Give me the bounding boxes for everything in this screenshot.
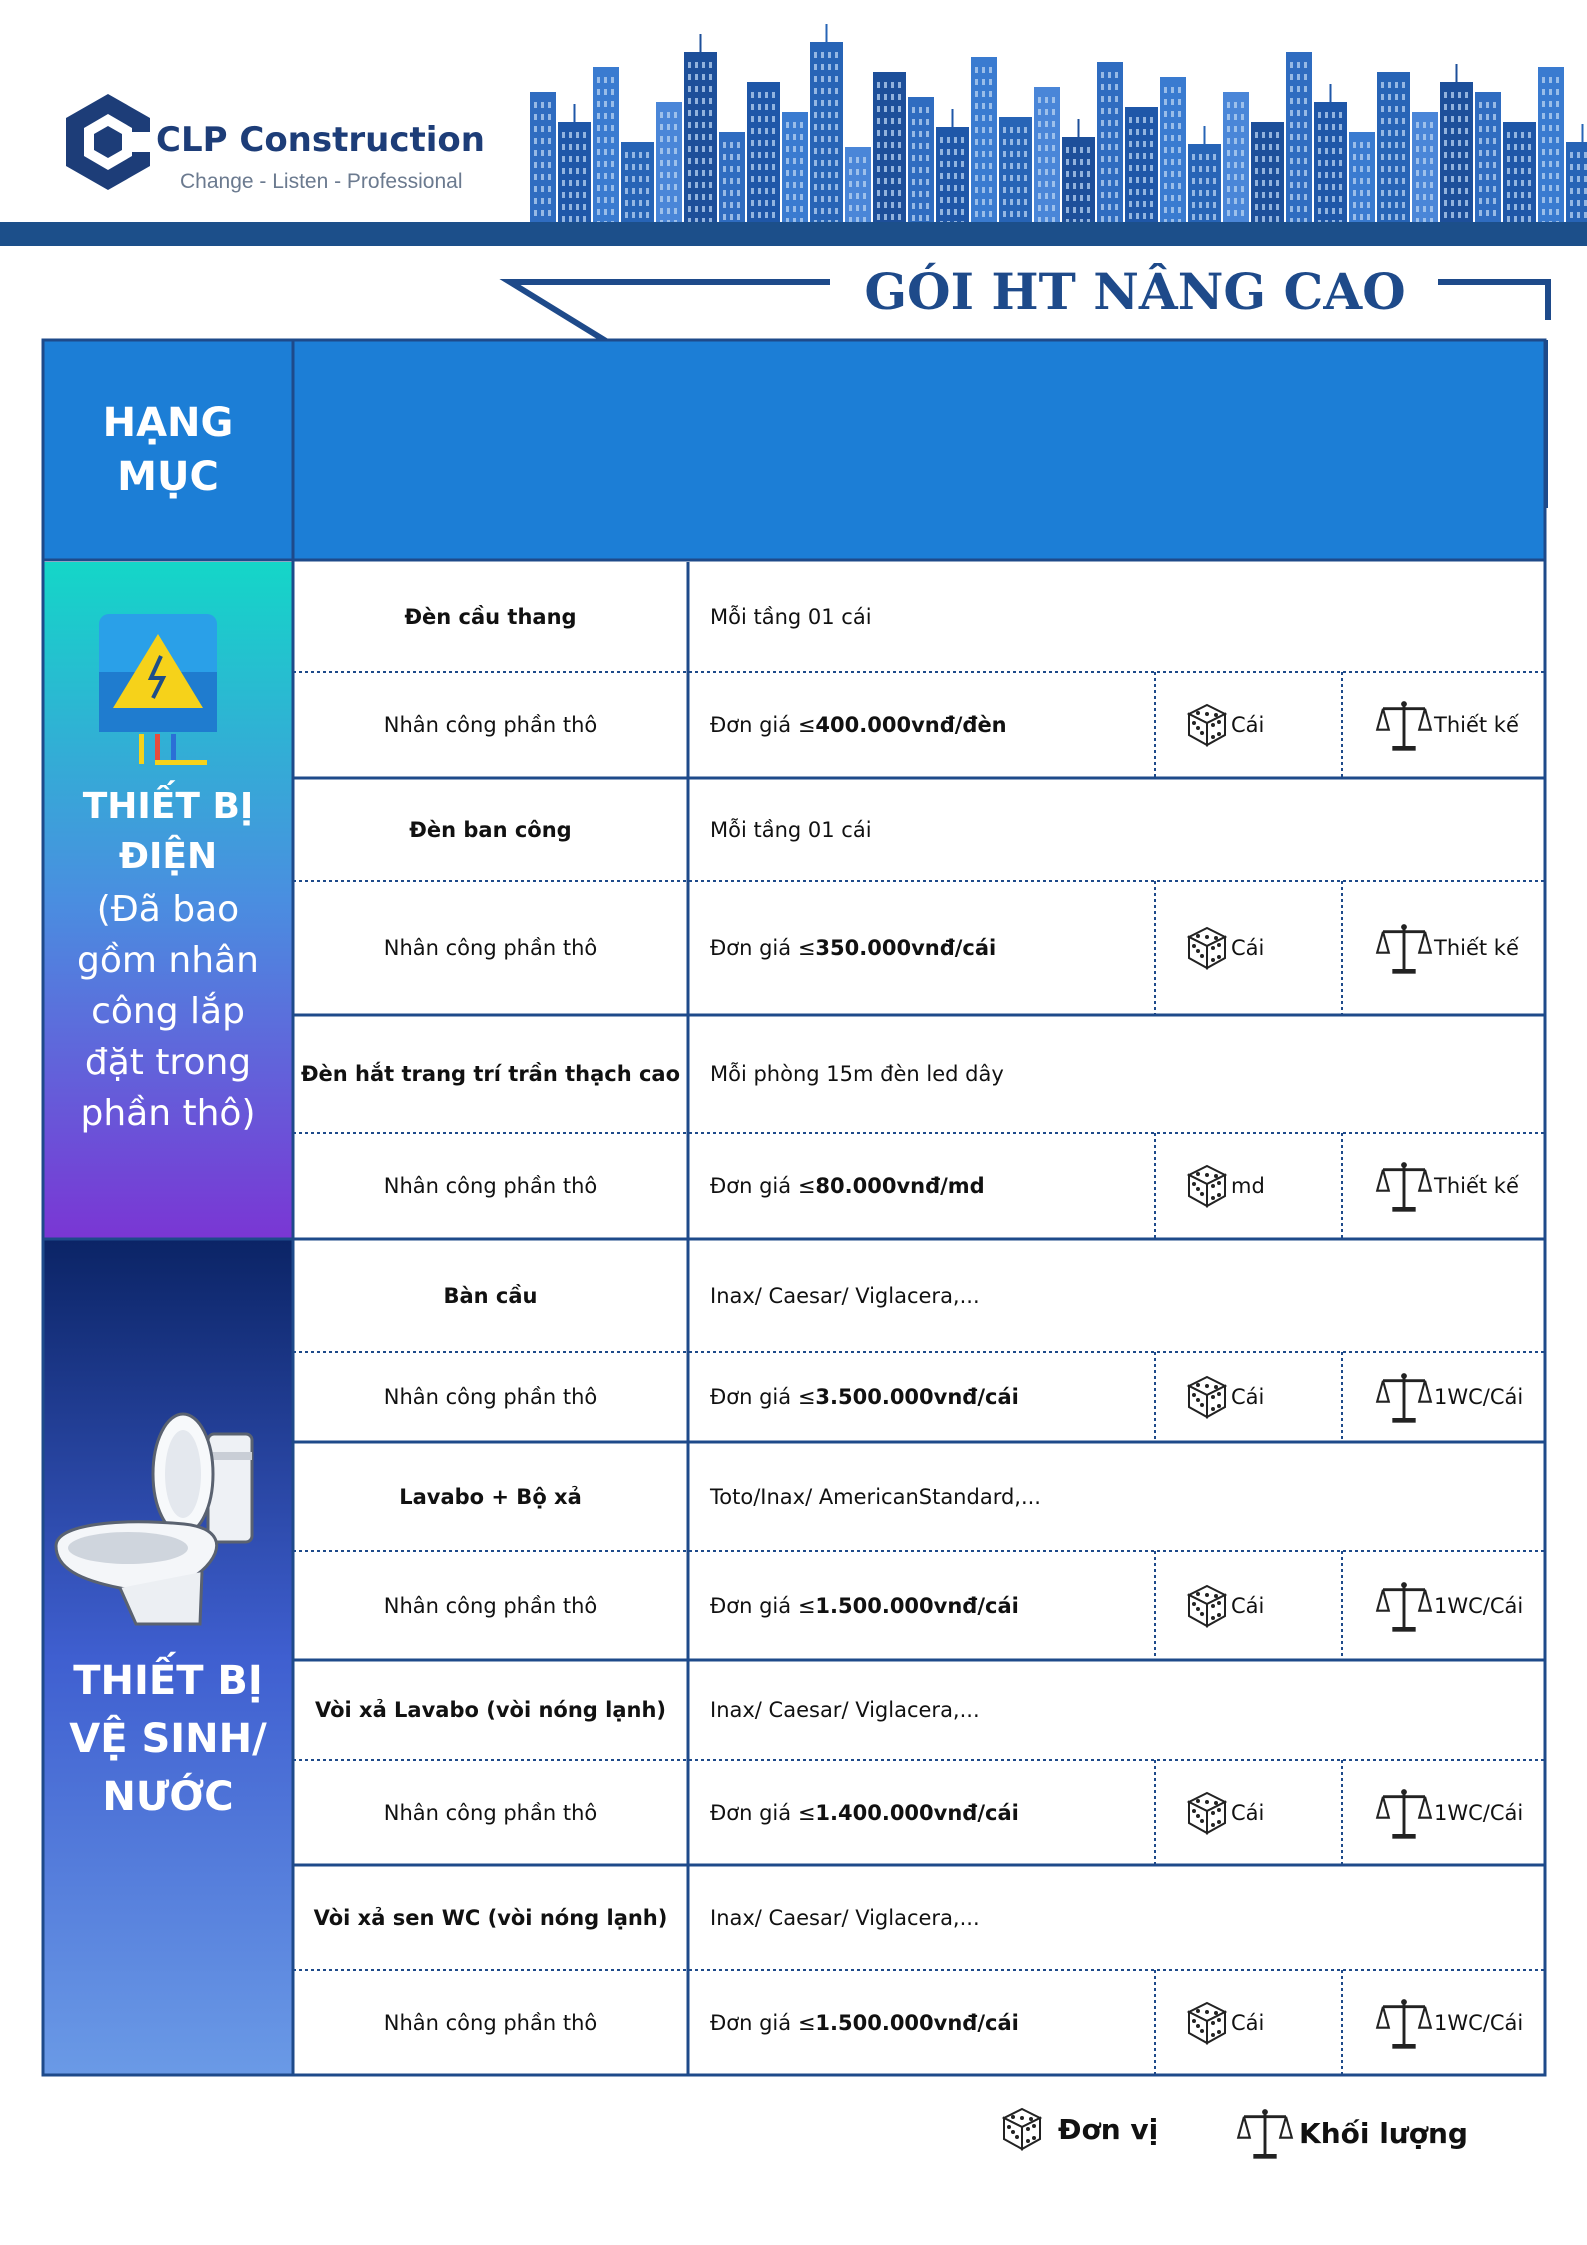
quantity-cell <box>1374 1970 1545 2075</box>
unit-price <box>688 1970 1155 2075</box>
quantity-cell <box>1374 672 1545 778</box>
item-description: Inax/ Caesar/ Viglacera,... <box>710 1698 980 1722</box>
unit-label: md <box>1231 1173 1265 1198</box>
unit-price <box>688 1760 1155 1865</box>
legend-qty-label: Khối lượng <box>1299 2116 1468 2150</box>
item-description: Toto/Inax/ AmericanStandard,... <box>710 1484 1041 1509</box>
dice-icon <box>998 2105 1046 2153</box>
scale-icon <box>1374 1158 1434 1214</box>
item-name: Bàn cầu <box>443 1284 538 1308</box>
legend-quantity <box>1235 2105 1468 2161</box>
quantity-label: Thiết kế <box>1434 713 1519 737</box>
scale-icon <box>1374 697 1434 753</box>
quantity-label: Thiết kế <box>1434 1173 1519 1198</box>
price-prefix: Đơn giá ≤ <box>710 1800 816 1825</box>
item-name: Vòi xả Lavabo (vòi nóng lạnh) <box>314 1698 666 1722</box>
scale-icon <box>1235 2105 1295 2161</box>
price-value: 80.000vnđ/md <box>815 1173 985 1198</box>
electric-note-line: phần thô) <box>80 1093 256 1134</box>
category-electric-title <box>43 782 293 882</box>
legend-unit-label: Đơn vị <box>1058 2112 1159 2146</box>
price-value: 3.500.000vnđ/cái <box>815 1385 1019 1409</box>
price-value: 1.500.000vnđ/cái <box>815 2010 1019 2035</box>
item-name: Đèn hắt trang trí trần thạch cao <box>300 1062 681 1086</box>
electric-note-line: công lắp <box>91 991 245 1032</box>
dice-icon <box>1183 701 1231 749</box>
labor-label: Nhân công phần thô <box>383 1800 598 1825</box>
unit-cell <box>1183 1133 1342 1238</box>
quantity-label: 1WC/Cái <box>1434 1593 1524 1618</box>
category-header-label <box>43 340 293 560</box>
quantity-cell <box>1374 1551 1545 1660</box>
quantity-label: 1WC/Cái <box>1434 2010 1524 2035</box>
header-label-line1: HẠNG <box>102 400 234 446</box>
sanitary-title-line: VỆ SINH/ <box>69 1716 267 1762</box>
package-title: GÓI HT NÂNG CAO <box>864 262 1406 321</box>
price-prefix: Đơn giá ≤ <box>710 2010 816 2035</box>
unit-label: Cái <box>1231 1385 1265 1409</box>
price-value: 1.400.000vnđ/cái <box>815 1800 1019 1825</box>
labor-label: Nhân công phần thô <box>383 1173 598 1198</box>
dice-icon <box>1183 1162 1231 1210</box>
item-name: Đèn cầu thang <box>404 605 577 629</box>
company-name: CLP Construction <box>156 120 485 160</box>
scale-icon <box>1374 1995 1434 2051</box>
scale-icon <box>1374 920 1434 976</box>
item-description: Mỗi tầng 01 cái <box>710 817 872 842</box>
quantity-cell <box>1374 1352 1545 1442</box>
price-prefix: Đơn giá ≤ <box>710 1593 816 1618</box>
unit-cell <box>1183 881 1342 1015</box>
unit-cell <box>1183 1551 1342 1660</box>
labor-label: Nhân công phần thô <box>383 2010 598 2035</box>
unit-label: Cái <box>1231 713 1265 737</box>
unit-cell <box>1183 1352 1342 1442</box>
unit-cell <box>1183 672 1342 778</box>
scale-icon <box>1374 1578 1434 1634</box>
price-prefix: Đơn giá ≤ <box>710 936 816 960</box>
sanitary-title-line: THIẾT BỊ <box>73 1658 263 1704</box>
toilet-icon <box>50 1412 268 1630</box>
price-value: 400.000vnđ/đèn <box>815 713 1007 737</box>
unit-label: Cái <box>1231 1800 1265 1825</box>
labor-label: Nhân công phần thô <box>383 713 598 737</box>
scale-icon <box>1374 1785 1434 1841</box>
price-prefix: Đơn giá ≤ <box>710 1173 816 1198</box>
dice-icon <box>1183 1373 1231 1421</box>
quantity-cell <box>1374 1133 1545 1238</box>
item-description: Inax/ Caesar/ Viglacera,... <box>710 1284 980 1308</box>
item-description: Inax/ Caesar/ Viglacera,... <box>710 1905 980 1930</box>
price-prefix: Đơn giá ≤ <box>710 713 816 737</box>
price-value: 1.500.000vnđ/cái <box>815 1593 1019 1618</box>
electric-note-line: đặt trong <box>84 1042 252 1083</box>
header-label-line2: MỤC <box>117 454 219 500</box>
quantity-label: 1WC/Cái <box>1434 1385 1524 1409</box>
dice-icon <box>1183 1789 1231 1837</box>
item-name: Đèn ban công <box>409 817 572 842</box>
labor-label: Nhân công phần thô <box>383 1593 598 1618</box>
unit-cell <box>1183 1760 1342 1865</box>
quantity-cell <box>1374 1760 1545 1865</box>
unit-cell <box>1183 1970 1342 2075</box>
unit-price <box>688 881 1155 1015</box>
electric-note-line: (Đã bao <box>96 889 240 930</box>
company-tagline: Change - Listen - Professional <box>180 170 463 193</box>
unit-label: Cái <box>1231 2010 1265 2035</box>
scale-icon <box>1374 1369 1434 1425</box>
legend-unit <box>998 2105 1158 2153</box>
unit-price <box>688 1551 1155 1660</box>
unit-label: Cái <box>1231 936 1265 960</box>
item-name: Vòi xả sen WC (vòi nóng lạnh) <box>313 1905 668 1930</box>
price-value: 350.000vnđ/cái <box>815 936 997 960</box>
quantity-cell <box>1374 881 1545 1015</box>
quantity-label: 1WC/Cái <box>1434 1800 1524 1825</box>
electric-panel-icon <box>95 612 221 768</box>
dice-icon <box>1183 1999 1231 2047</box>
price-prefix: Đơn giá ≤ <box>710 1385 816 1409</box>
unit-price <box>688 1352 1155 1442</box>
unit-label: Cái <box>1231 1593 1265 1618</box>
item-description: Mỗi tầng 01 cái <box>710 605 872 629</box>
electric-title-line1: THIẾT BỊ <box>82 786 254 827</box>
electric-note-line: gồm nhân <box>77 940 259 981</box>
unit-price <box>688 1133 1155 1238</box>
dice-icon <box>1183 1582 1231 1630</box>
sanitary-title-line: NƯỚC <box>102 1774 234 1820</box>
labor-label: Nhân công phần thô <box>383 936 598 960</box>
category-sanitary-title <box>43 1652 293 1826</box>
quantity-label: Thiết kế <box>1434 936 1519 960</box>
unit-price <box>688 672 1155 778</box>
dice-icon <box>1183 924 1231 972</box>
category-electric-note <box>43 884 293 1139</box>
labor-label: Nhân công phần thô <box>383 1385 598 1409</box>
item-name: Lavabo + Bộ xả <box>399 1484 582 1509</box>
electric-title-line2: ĐIỆN <box>118 836 218 877</box>
item-description: Mỗi phòng 15m đèn led dây <box>710 1062 1004 1086</box>
